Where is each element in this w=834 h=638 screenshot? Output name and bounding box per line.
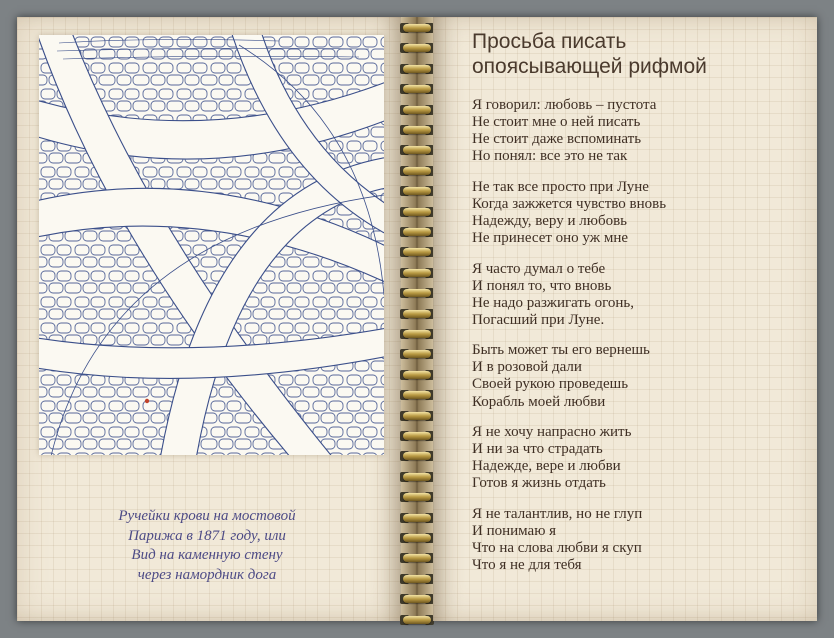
sketch-image [39,35,384,455]
poem-line: И понимаю я [472,522,557,539]
binding-ring [397,347,437,361]
poem-line: Я часто думал о тебе [472,260,606,277]
binding-ring [397,490,437,504]
poem-line: Я не хочу напрасно жить [472,424,632,441]
binding-ring [397,41,437,55]
poem-line: Корабль моей любви [472,393,606,410]
binding-ring [397,82,437,96]
poem-line: Я не талантлив, но не глуп [472,505,643,522]
binding-ring [397,245,437,259]
stanza [472,506,802,574]
pen-drawing [39,35,384,455]
caption-line: Парижа в 1871 году, или [128,527,286,544]
binding-ring [397,409,437,423]
binding-ring [397,164,437,178]
stanza [472,424,802,492]
poem-line: Надежду, веру и любовь [472,212,628,229]
caption-line: Ручейки крови на мостовой [118,508,296,524]
binding-ring [397,449,437,463]
binding-ring [397,225,437,239]
poem-line: Погасший при Луне. [472,311,605,328]
stanza [472,261,802,329]
poem-line: Готов я жизнь отдать [472,475,606,492]
binding-ring [397,143,437,157]
poem-line: Быть может ты его вернешь [472,342,650,359]
poem-title-line: Просьба писать [472,30,627,53]
left-page [17,17,401,621]
poem-line: Не принесет оно уж мне [472,230,629,247]
binding-ring [397,613,437,627]
stanza [472,97,802,165]
binding-ring [397,327,437,341]
poem-line: И понял то, что вновь [472,277,612,294]
binding-ring [397,368,437,382]
poem-line: И в розовой дали [472,359,582,376]
binding-ring [397,21,437,35]
stanza [472,342,802,410]
binding-ring [397,123,437,137]
binding-ring [397,470,437,484]
binding-ring [397,388,437,402]
poem-line: Что на слова любви я скуп [472,540,642,557]
binding-ring [397,592,437,606]
binding-ring [397,551,437,565]
poem-line: Когда зажжется чувство вновь [472,195,667,212]
poem-text [472,97,802,588]
poem-line: Я говорил: любовь – пустота [472,97,657,113]
poem-line: Не стоит даже вспоминать [472,131,642,148]
binding-ring [397,103,437,117]
binding-ring [397,511,437,525]
poem-title-line: опоясывающей рифмой [472,55,707,78]
poem-line: Но понял: все это не так [472,148,628,165]
binding-ring [397,184,437,198]
image-caption [57,507,357,585]
poem-line: Не надо разжигать огонь, [472,294,634,311]
binding-ring [397,266,437,280]
poem-line: И ни за что страдать [472,441,603,458]
poem-line: Что я не для тебя [472,557,582,574]
caption-line: Вид на каменную стену [131,547,283,563]
binding-ring [397,429,437,443]
binding-ring [397,572,437,586]
binding-ring [397,62,437,76]
caption-line: через намордник дога [137,566,277,583]
poem-line: Надежде, вере и любви [472,458,621,475]
binding-ring [397,531,437,545]
poem-title [472,29,802,79]
binding-ring [397,286,437,300]
poem-line: Своей рукою проведешь [472,376,629,393]
spiral-binding [397,17,437,621]
notebook [17,17,817,621]
stanza [472,179,802,247]
poem-line: Не так все просто при Луне [472,178,649,195]
poem-line: Не стоит мне о ней писать [472,114,641,131]
binding-ring [397,205,437,219]
binding-ring [397,307,437,321]
